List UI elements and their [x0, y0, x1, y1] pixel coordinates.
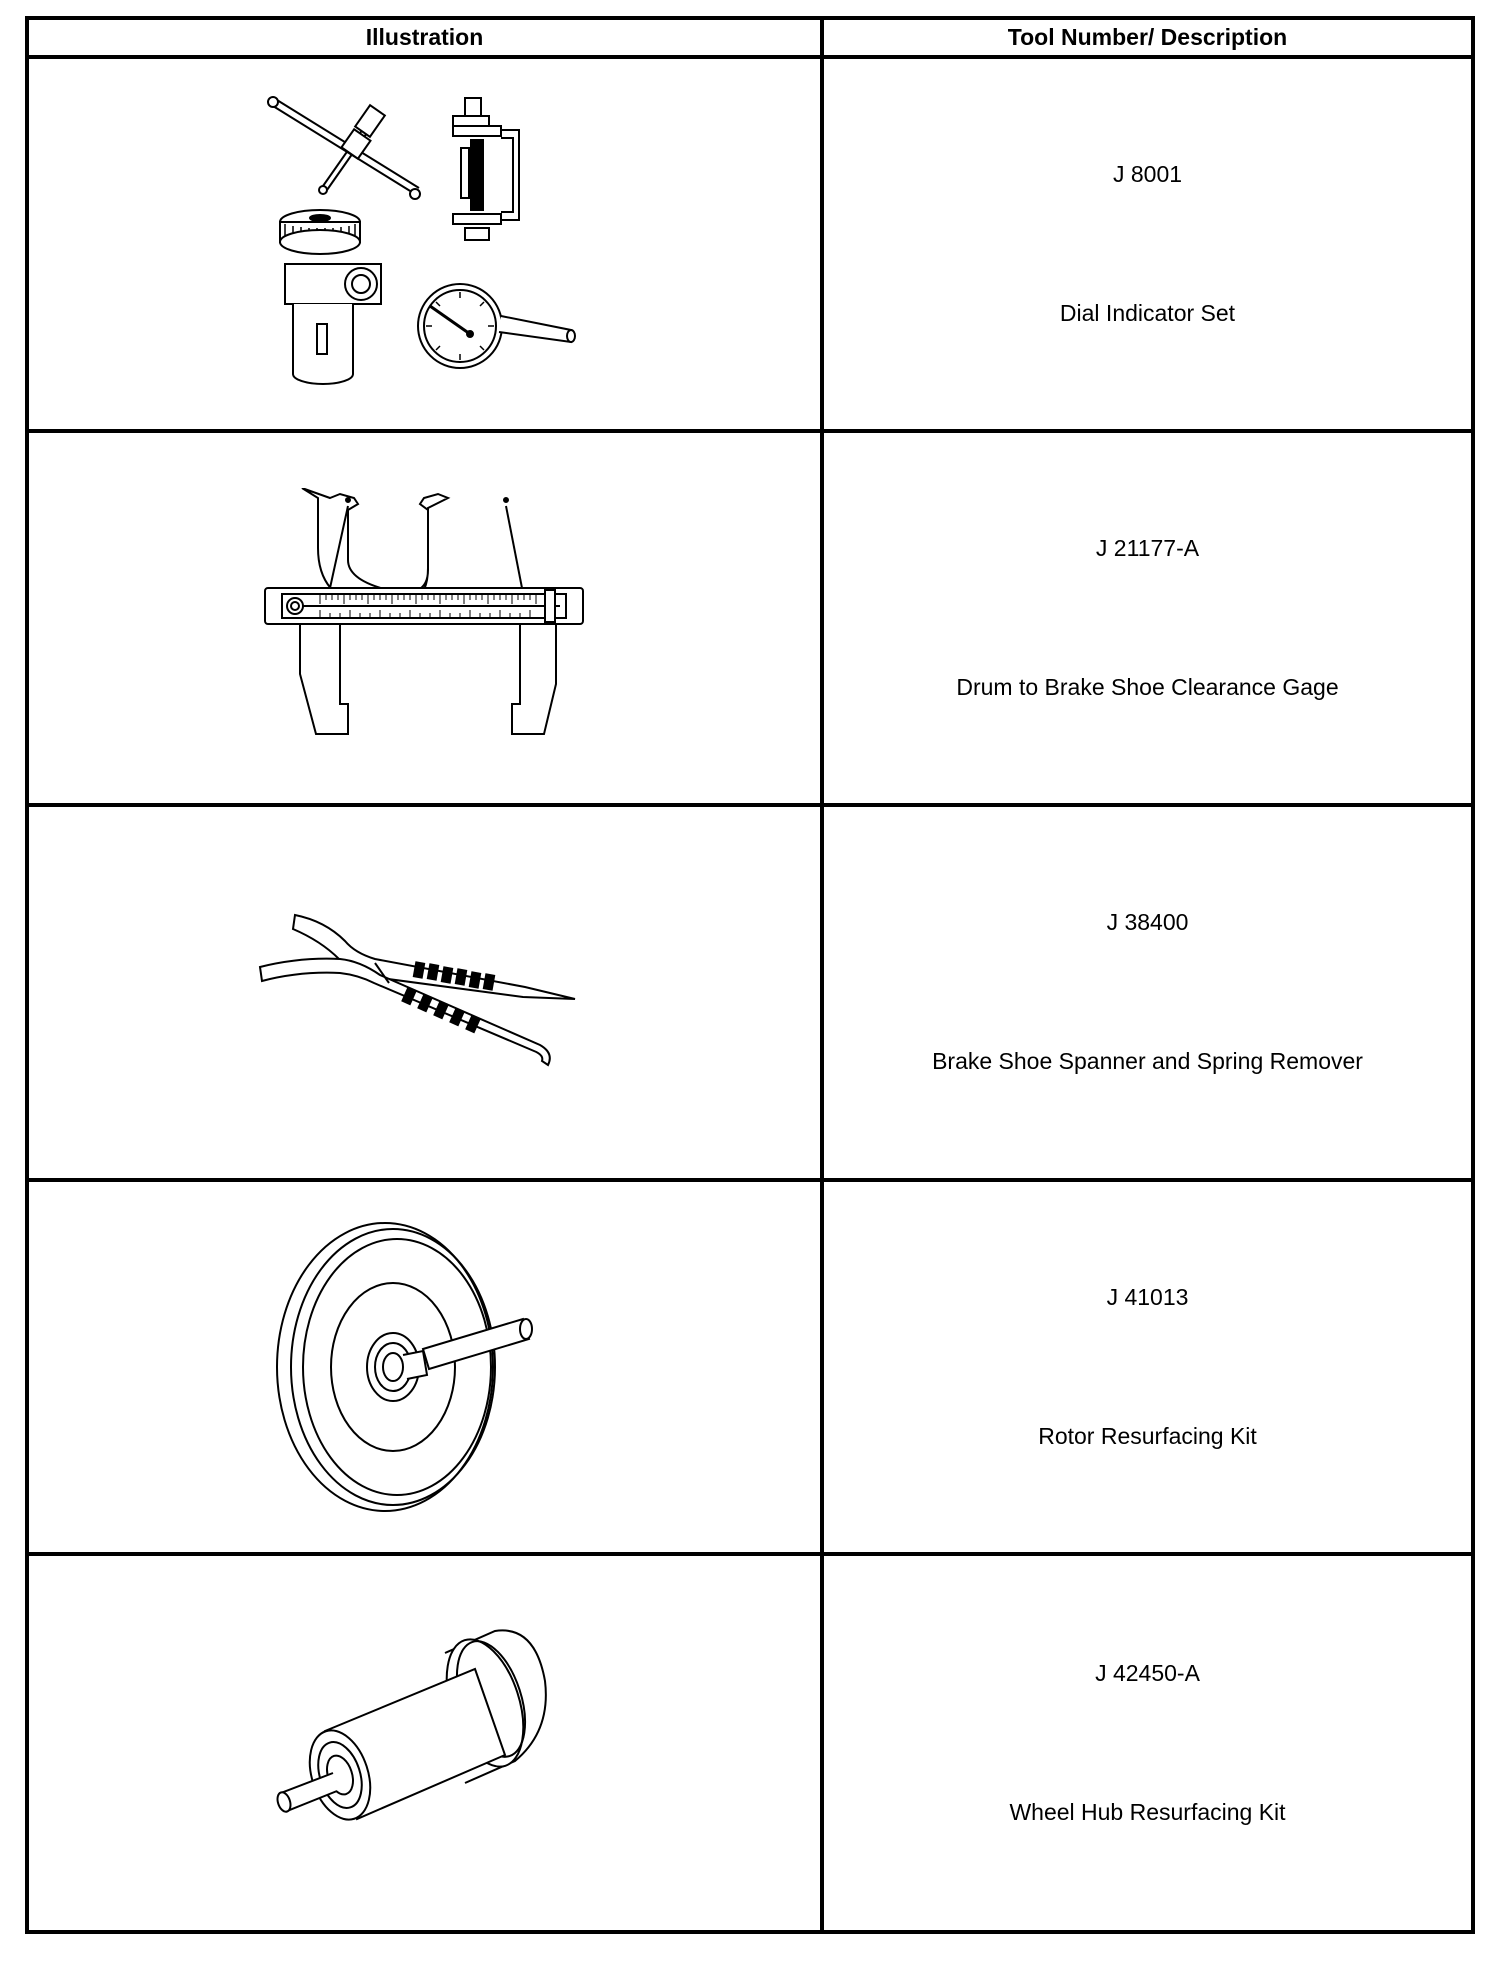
wheel-hub-resurfacing-kit-icon: [265, 1623, 585, 1863]
tool-number: J 21177-A: [1095, 535, 1200, 562]
illustration-column-header: [29, 20, 824, 59]
tool-description: Brake Shoe Spanner and Spring Remover: [932, 1048, 1363, 1075]
tool-description: Drum to Brake Shoe Clearance Gage: [956, 674, 1339, 701]
description-column-header: [824, 20, 1471, 59]
tool-description: Wheel Hub Resurfacing Kit: [1009, 1798, 1286, 1825]
tool-table: [25, 16, 1475, 1934]
clearance-gage-icon: [260, 488, 590, 748]
rotor-resurfacing-kit-icon: [275, 1217, 575, 1517]
table-row-1-illustration: [29, 59, 824, 433]
illustration-header-label: Illustration: [365, 24, 484, 50]
table-row-4-illustration: [29, 1182, 824, 1556]
table-row-3-illustration: [29, 807, 824, 1181]
table-row-2-description: [824, 433, 1471, 807]
tool-number: J 8001: [1112, 161, 1183, 188]
table-row-2-illustration: [29, 433, 824, 807]
tool-description: Rotor Resurfacing Kit: [1038, 1422, 1257, 1449]
table-row-3-description: [824, 807, 1471, 1181]
tool-number: J 41013: [1106, 1283, 1189, 1310]
table-row-5-illustration: [29, 1556, 824, 1930]
table-row-1-description: [824, 59, 1471, 433]
tool-number: J 42450-A: [1095, 1659, 1200, 1686]
spanner-spring-remover-icon: [255, 907, 595, 1077]
tool-number: J 38400: [1106, 909, 1189, 936]
table-row-5-description: [824, 1556, 1471, 1930]
dial-indicator-set-icon: [265, 94, 585, 394]
table-row-4-description: [824, 1182, 1471, 1556]
description-header-label: Tool Number/ Description: [1007, 24, 1288, 50]
tool-description: Dial Indicator Set: [1059, 300, 1236, 327]
